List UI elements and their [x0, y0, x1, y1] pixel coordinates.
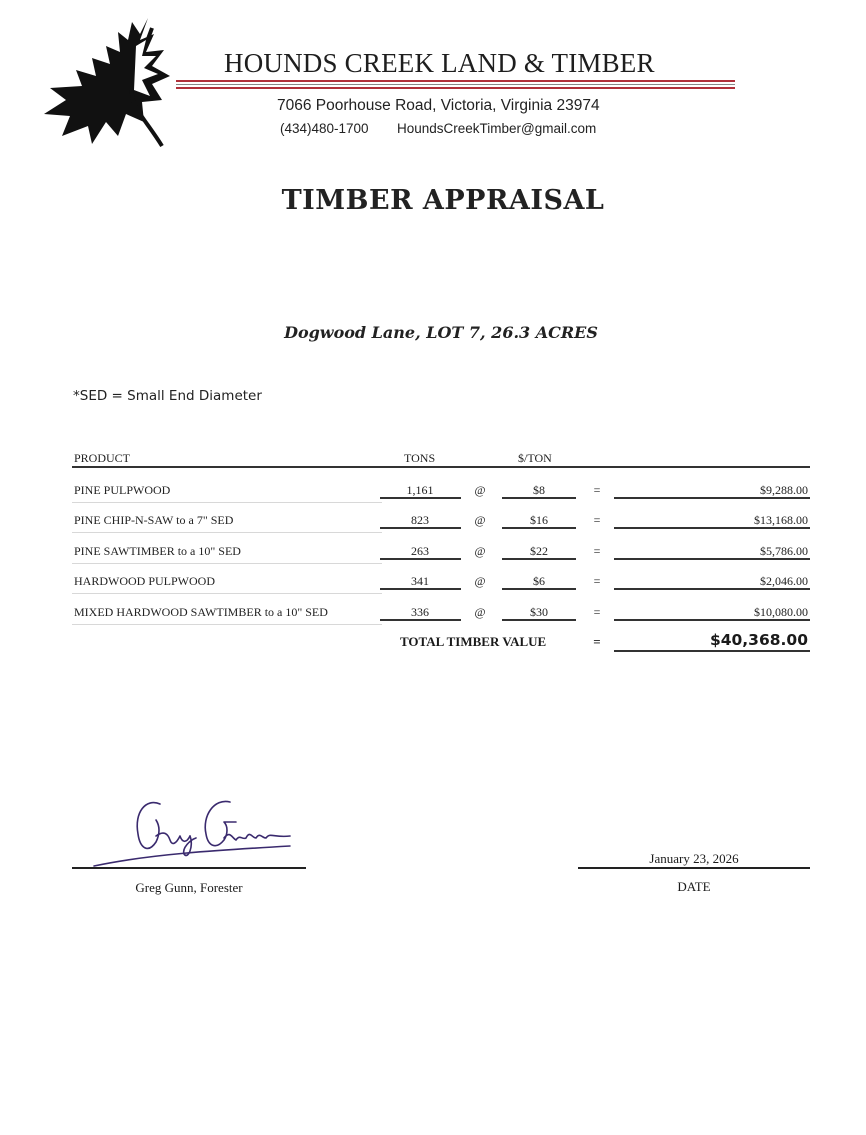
row-separator: [72, 624, 382, 625]
row-equals: =: [593, 483, 601, 497]
row-separator: [72, 502, 382, 503]
row-equals: =: [593, 544, 601, 558]
row-separator: [72, 563, 382, 564]
date-label: DATE: [677, 879, 711, 894]
signature-line: [72, 867, 306, 869]
header-rule: [72, 466, 810, 468]
total-amount: $40,368.00: [709, 631, 808, 649]
row-rate-underline: [502, 558, 576, 560]
row-at: @: [474, 574, 486, 588]
row-amount: $13,168.00: [754, 513, 808, 527]
row-at: @: [474, 544, 486, 558]
handwritten-signature: [90, 790, 305, 870]
row-amount: $9,288.00: [760, 483, 808, 497]
document-title: TIMBER APPRAISAL: [281, 185, 605, 216]
header-product: PRODUCT: [74, 451, 131, 465]
row-tons: 823: [411, 513, 429, 527]
sed-note: *SED = Small End Diameter: [73, 388, 262, 404]
row-tons: 263: [411, 544, 429, 558]
row-product: PINE CHIP-N-SAW to a 7" SED: [74, 513, 234, 527]
row-rate: $22: [530, 544, 548, 558]
row-tons-underline: [380, 527, 461, 529]
company-email: HoundsCreekTimber@gmail.com: [397, 121, 597, 136]
row-rate-underline: [502, 588, 576, 590]
row-amount-underline: [614, 497, 810, 499]
row-rate-underline: [502, 497, 576, 499]
letterhead-rule-bottom: [176, 87, 735, 89]
row-amount-underline: [614, 588, 810, 590]
row-rate: $6: [533, 574, 545, 588]
row-separator: [72, 593, 382, 594]
row-amount: $2,046.00: [760, 574, 808, 588]
row-equals: =: [593, 574, 601, 588]
row-at: @: [474, 605, 486, 619]
property-subtitle: Dogwood Lane, LOT 7, 26.3 ACRES: [284, 323, 598, 342]
letterhead-rule-top: [176, 80, 735, 82]
company-address: 7066 Poorhouse Road, Victoria, Virginia 23974: [277, 97, 600, 114]
signer-name: Greg Gunn, Forester: [135, 880, 243, 895]
row-rate: $8: [533, 483, 545, 497]
date-value: January 23, 2026: [649, 851, 739, 866]
row-amount-underline: [614, 619, 810, 621]
row-rate-underline: [502, 527, 576, 529]
letterhead-rule-middle: [176, 84, 735, 85]
row-amount-underline: [614, 527, 810, 529]
row-equals: =: [593, 605, 601, 619]
row-tons-underline: [380, 497, 461, 499]
row-amount: $10,080.00: [754, 605, 808, 619]
row-rate: $16: [530, 513, 548, 527]
company-name: HOUNDS CREEK LAND & TIMBER: [224, 48, 655, 78]
row-separator: [72, 532, 382, 533]
row-product: PINE SAWTIMBER to a 10" SED: [74, 544, 241, 558]
row-tons-underline: [380, 558, 461, 560]
row-tons-underline: [380, 619, 461, 621]
row-tons-underline: [380, 588, 461, 590]
total-underline: [614, 650, 810, 652]
total-equals: =: [593, 634, 601, 649]
row-amount-underline: [614, 558, 810, 560]
row-product: HARDWOOD PULPWOOD: [74, 574, 215, 588]
row-tons: 336: [411, 605, 429, 619]
header-tons: TONS: [404, 451, 436, 465]
date-line: [578, 867, 810, 869]
row-at: @: [474, 513, 486, 527]
oak-leaf-icon: [36, 10, 176, 150]
header-rate: $/TON: [518, 451, 552, 465]
row-tons: 341: [411, 574, 429, 588]
row-tons: 1,161: [406, 483, 434, 497]
row-product: PINE PULPWOOD: [74, 483, 171, 497]
row-at: @: [474, 483, 486, 497]
row-equals: =: [593, 513, 601, 527]
row-rate-underline: [502, 619, 576, 621]
company-phone: (434)480-1700: [280, 121, 369, 136]
row-product: MIXED HARDWOOD SAWTIMBER to a 10" SED: [74, 605, 328, 619]
row-rate: $30: [530, 605, 548, 619]
total-label: TOTAL TIMBER VALUE: [400, 634, 547, 649]
row-amount: $5,786.00: [760, 544, 808, 558]
